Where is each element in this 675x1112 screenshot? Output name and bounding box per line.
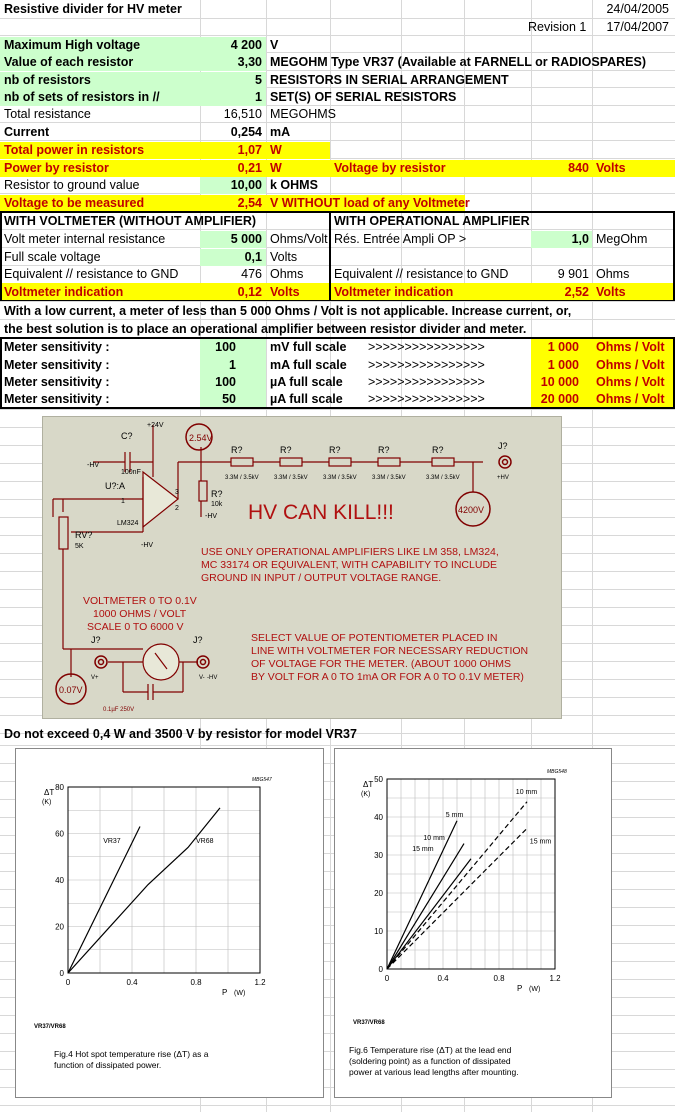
cap-value: 100nF bbox=[121, 469, 141, 476]
sens-arrows: >>>>>>>>>>>>>>>> bbox=[368, 392, 485, 406]
param-unit: MEGOHM Type VR37 (Available at FARNELL or RADIOSPARES) bbox=[270, 55, 646, 69]
sens-result: 1 000 bbox=[547, 358, 579, 372]
hv-probe: 4200V bbox=[458, 505, 485, 515]
res-1-value: 3.3M / 3.5kV bbox=[225, 475, 259, 481]
x-axis-unit: (W) bbox=[529, 986, 541, 993]
chart-caption: power at various lead lengths after mounting. bbox=[349, 1067, 519, 1077]
param-unit: V WITHOUT load of any Voltmeter bbox=[270, 196, 470, 210]
wo-indication-unit: Volts bbox=[270, 285, 300, 299]
date-created: 24/04/2005 bbox=[606, 2, 669, 16]
wa-label: Equivalent // resistance to GND bbox=[334, 267, 509, 281]
supply-label: +24V bbox=[147, 422, 164, 429]
rground-label: R? bbox=[211, 489, 223, 499]
with-amp-title: WITH OPERATIONAL AMPLIFIER bbox=[334, 214, 530, 228]
without-amp-title: WITH VOLTMETER (WITHOUT AMPLIFIER) bbox=[4, 214, 257, 228]
param-label: Value of each resistor bbox=[4, 55, 134, 69]
res-2-value: 3.3M / 3.5kV bbox=[274, 475, 308, 481]
x-axis-label: P bbox=[222, 988, 228, 997]
x-axis-label: P bbox=[517, 984, 523, 993]
x-axis-unit: (W) bbox=[234, 990, 246, 997]
res-4-label: R? bbox=[378, 445, 390, 455]
sens-result-unit: Ohms / Volt bbox=[596, 358, 665, 372]
param-value-ground-resistor[interactable]: 10,00 bbox=[230, 178, 262, 192]
y-tick-label: 20 bbox=[55, 922, 64, 932]
wo-indication-value: 0,12 bbox=[237, 285, 262, 299]
param-value: 2,54 bbox=[237, 196, 262, 210]
param-label: Power by resistor bbox=[4, 161, 109, 175]
chart-caption: (soldering point) as a function of dissipated bbox=[349, 1056, 511, 1066]
chart-fig6 bbox=[335, 749, 613, 1099]
wa-unit: MegOhm bbox=[596, 232, 648, 246]
rv-value: 5K bbox=[75, 543, 84, 550]
wa-unit: Ohms bbox=[596, 267, 630, 281]
sens-result-unit: Ohms / Volt bbox=[596, 340, 665, 354]
series-label: 15 mm bbox=[412, 846, 434, 854]
param-label: nb of resistors bbox=[4, 73, 91, 87]
x-tick-label: 1.2 bbox=[254, 978, 266, 987]
sens-label: Meter sensitivity : bbox=[4, 392, 110, 406]
y-tick-label: 30 bbox=[374, 851, 383, 860]
voltmeter-text-2: 1000 OHMS / VOLT bbox=[93, 608, 187, 620]
y-axis-label: ΔT bbox=[44, 788, 55, 797]
res-2-label: R? bbox=[280, 445, 292, 455]
sens-value-input[interactable]: 50 bbox=[222, 392, 236, 406]
chart-fig4 bbox=[16, 749, 325, 1099]
sens-unit: mA full scale bbox=[270, 358, 347, 372]
res-3-value: 3.3M / 3.5kV bbox=[323, 475, 357, 481]
revision-label: Revision 1 bbox=[528, 20, 587, 34]
opamp-label: U?:A bbox=[105, 481, 126, 491]
chart-subtitle: VR37/VR68 bbox=[353, 1020, 385, 1026]
param-label: nb of sets of resistors in // bbox=[4, 90, 160, 104]
param-unit: W bbox=[270, 143, 282, 157]
select-text-4: BY VOLT FOR A 0 TO 1mA OR FOR A 0 TO 0.1V METER) bbox=[251, 671, 524, 683]
x-tick-label: 0.8 bbox=[190, 978, 202, 987]
chart-caption: function of dissipated power. bbox=[54, 1060, 162, 1070]
cap-bottom: 0.1µF 250V bbox=[103, 707, 135, 713]
wa-indication-unit: Volts bbox=[596, 285, 626, 299]
y-tick-label: 0 bbox=[378, 965, 383, 974]
res-4-value: 3.3M / 3.5kV bbox=[372, 475, 406, 481]
series-line-1 bbox=[68, 808, 220, 973]
param-label: Total power in resistors bbox=[4, 143, 145, 157]
sens-value-input[interactable]: 100 bbox=[215, 340, 236, 354]
wa-indication-value: 2,52 bbox=[564, 285, 589, 299]
param-unit: W bbox=[270, 161, 282, 175]
sens-arrows: >>>>>>>>>>>>>>>> bbox=[368, 358, 485, 372]
pin2: 2 bbox=[175, 505, 179, 512]
voltmeter-resistance-input[interactable]: 5 000 bbox=[230, 232, 262, 246]
wo-indication-label: Voltmeter indication bbox=[4, 285, 124, 299]
series-label: 10 mm bbox=[423, 834, 445, 842]
jack-meter-label: J? bbox=[91, 635, 101, 645]
param-value-max-hv[interactable]: 4 200 bbox=[230, 38, 262, 52]
meter-gnd: -HV bbox=[207, 675, 218, 681]
wo-unit: Ohms/Volt bbox=[270, 232, 328, 246]
x-tick-label: 0.4 bbox=[437, 974, 449, 983]
series-line-0 bbox=[387, 821, 457, 969]
sens-arrows: >>>>>>>>>>>>>>>> bbox=[368, 375, 485, 389]
sens-result: 1 000 bbox=[547, 340, 579, 354]
param-label: Current bbox=[4, 125, 50, 139]
y-tick-label: 20 bbox=[374, 889, 383, 898]
chart-fig6-panel bbox=[334, 748, 612, 1098]
chart-fig4-panel bbox=[15, 748, 324, 1098]
pin1: 1 bbox=[121, 498, 125, 505]
param-value: 0,254 bbox=[230, 125, 262, 139]
param-unit: V bbox=[270, 38, 279, 52]
param-value: 0,21 bbox=[237, 161, 262, 175]
jack-meter-label-2: J? bbox=[193, 635, 203, 645]
voltmeter-text-3: SCALE 0 TO 6000 V bbox=[87, 621, 184, 633]
sens-value-input[interactable]: 100 bbox=[215, 375, 236, 389]
param-unit: SET(S) OF SERIAL RESISTORS bbox=[270, 90, 457, 104]
sens-unit: mV full scale bbox=[270, 340, 347, 354]
voltage-by-resistor-value: 840 bbox=[568, 161, 589, 175]
sens-arrows: >>>>>>>>>>>>>>>> bbox=[368, 340, 485, 354]
series-line-0 bbox=[68, 827, 140, 973]
sheet-title: Resistive divider for HV meter bbox=[4, 2, 182, 16]
pin3: 3 bbox=[175, 489, 179, 496]
voltmeter-text-1: VOLTMETER 0 TO 0.1V bbox=[83, 595, 197, 607]
use-text-1: USE ONLY OPERATIONAL AMPLIFIERS LIKE LM 358, LM324, bbox=[201, 546, 499, 558]
select-text-2: LINE WITH VOLTMETER FOR NECESSARY REDUCTION bbox=[251, 645, 529, 657]
sens-result: 10 000 bbox=[540, 375, 579, 389]
y-tick-label: 10 bbox=[374, 927, 383, 936]
sens-unit: µA full scale bbox=[270, 392, 343, 406]
x-tick-label: 0.4 bbox=[126, 978, 138, 987]
rground-gnd: -HV bbox=[205, 513, 218, 520]
param-unit: MEGOHMS bbox=[270, 107, 336, 121]
y-tick-label: 80 bbox=[55, 783, 64, 792]
sens-value-input[interactable]: 1 bbox=[229, 358, 236, 372]
sens-unit: µA full scale bbox=[270, 375, 343, 389]
sens-label: Meter sensitivity : bbox=[4, 358, 110, 372]
select-text-1: SELECT VALUE OF POTENTIOMETER PLACED IN bbox=[251, 632, 498, 644]
res-5-label: R? bbox=[432, 445, 444, 455]
param-label: Voltage to be measured bbox=[4, 196, 145, 210]
wa-value: 9 901 bbox=[557, 267, 589, 281]
res-5-value: 3.3M / 3.5kV bbox=[426, 475, 460, 481]
probe-top: 2.54V bbox=[189, 433, 213, 443]
chart-caption: Fig.4 Hot spot temperature rise (ΔT) as a bbox=[54, 1049, 209, 1059]
sens-result: 20 000 bbox=[540, 392, 579, 406]
vminus-label: V- bbox=[199, 675, 205, 681]
opamp-gnd: -HV bbox=[141, 542, 154, 549]
voltage-by-resistor-label: Voltage by resistor bbox=[334, 161, 446, 175]
schematic-panel bbox=[42, 416, 562, 719]
note-line-2: the best solution is to place an operational amplifier between resistor divider and meter. bbox=[4, 322, 527, 336]
full-scale-voltage-input[interactable]: 0,1 bbox=[244, 250, 262, 264]
wo-unit: Volts bbox=[270, 250, 298, 264]
chart-code: MBG547 bbox=[252, 777, 272, 783]
use-text-2: MC 33174 OR EQUIVALENT, WITH CAPABILITY TO INCLUDE bbox=[201, 559, 498, 571]
wa-indication-label: Voltmeter indication bbox=[334, 285, 454, 299]
param-value: 16,510 bbox=[223, 107, 262, 121]
res-3-label: R? bbox=[329, 445, 341, 455]
param-value-resistor[interactable]: 3,30 bbox=[237, 55, 262, 69]
date-revised: 17/04/2007 bbox=[606, 20, 669, 34]
param-label: Maximum High voltage bbox=[4, 38, 141, 52]
sens-label: Meter sensitivity : bbox=[4, 340, 110, 354]
wo-label: Full scale voltage bbox=[4, 250, 101, 264]
y-tick-label: 40 bbox=[55, 876, 64, 885]
voltage-by-resistor-unit: Volts bbox=[596, 161, 626, 175]
param-unit: k OHMS bbox=[270, 178, 318, 192]
probe-bottom: 0.07V bbox=[59, 685, 83, 695]
hv-warning: HV CAN KILL!!! bbox=[248, 501, 394, 524]
series-label: 10 mm bbox=[515, 789, 538, 797]
y-axis-unit: (K) bbox=[42, 799, 52, 806]
param-label: Total resistance bbox=[4, 107, 91, 121]
y-tick-label: 50 bbox=[374, 775, 383, 784]
x-tick-label: 0.8 bbox=[493, 974, 505, 983]
wa-label: Rés. Entrée Ampli OP > bbox=[334, 232, 467, 246]
plus-hv-label: +HV bbox=[497, 475, 509, 481]
cap-label: C? bbox=[121, 431, 133, 441]
res-1-label: R? bbox=[231, 445, 243, 455]
sens-result-unit: Ohms / Volt bbox=[596, 392, 665, 406]
wo-label: Equivalent // resistance to GND bbox=[4, 267, 179, 281]
rground-value: 10k bbox=[211, 501, 223, 508]
vplus-label: V+ bbox=[91, 675, 99, 681]
jack-hv-label: J? bbox=[498, 441, 508, 451]
chart-caption: Fig.6 Temperature rise (ΔT) at the lead end bbox=[349, 1045, 512, 1055]
amp-input-resistance[interactable]: 1,0 bbox=[571, 232, 589, 246]
y-axis-label: ΔT bbox=[363, 780, 374, 789]
use-text-3: GROUND IN INPUT / OUTPUT VOLTAGE RANGE. bbox=[201, 572, 442, 584]
x-tick-label: 1.2 bbox=[549, 974, 561, 983]
schematic-drawing bbox=[43, 417, 563, 720]
series-label: VR37 bbox=[103, 837, 121, 845]
select-text-3: OF VOLTAGE FOR THE METER. (ABOUT 1000 OHMS bbox=[251, 658, 512, 670]
y-tick-label: 0 bbox=[59, 969, 64, 978]
y-tick-label: 60 bbox=[55, 829, 64, 839]
param-unit: mA bbox=[270, 125, 291, 139]
param-value-nb-sets[interactable]: 1 bbox=[255, 90, 262, 104]
x-tick-label: 0 bbox=[384, 974, 390, 983]
neg-hv-label: -HV bbox=[87, 462, 100, 469]
param-unit: RESISTORS IN SERIAL ARRANGEMENT bbox=[270, 73, 509, 87]
wo-label: Volt meter internal resistance bbox=[4, 232, 166, 246]
sens-label: Meter sensitivity : bbox=[4, 375, 110, 389]
wo-unit: Ohms bbox=[270, 267, 304, 281]
series-label: 15 mm bbox=[529, 838, 552, 846]
vr37-note: Do not exceed 0,4 W and 3500 V by resistor for model VR37 bbox=[4, 727, 357, 741]
opamp-part: LM324 bbox=[117, 520, 139, 527]
rv-label: RV? bbox=[75, 530, 93, 540]
x-tick-label: 0 bbox=[65, 978, 71, 987]
wo-value: 476 bbox=[241, 267, 262, 281]
param-label: Resistor to ground value bbox=[4, 178, 140, 192]
series-label: 5 mm bbox=[445, 812, 464, 819]
series-label: VR68 bbox=[196, 837, 214, 845]
sens-result-unit: Ohms / Volt bbox=[596, 375, 665, 389]
param-value: 1,07 bbox=[237, 143, 262, 157]
chart-code: MBG548 bbox=[547, 769, 567, 775]
note-line-1: With a low current, a meter of less than 5 000 Ohms / Volt is not applicable. Increase current, or, bbox=[4, 304, 572, 318]
y-axis-unit: (K) bbox=[361, 791, 371, 798]
param-value-nb-resistors[interactable]: 5 bbox=[255, 73, 262, 87]
chart-subtitle: VR37/VR68 bbox=[34, 1024, 66, 1030]
y-tick-label: 40 bbox=[374, 813, 383, 822]
